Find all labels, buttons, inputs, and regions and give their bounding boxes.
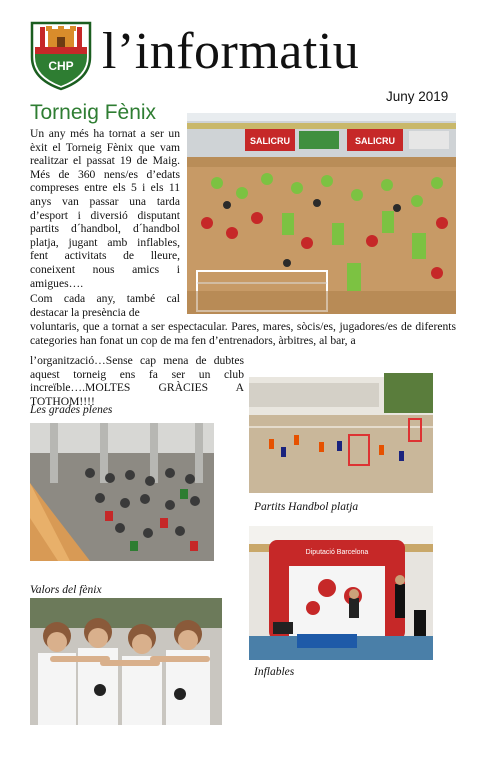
caption-stands: Les grades plenes xyxy=(30,404,113,416)
caption-beach-handball: Partits Handbol platja xyxy=(254,501,359,513)
svg-text:Diputació Barcelona: Diputació Barcelona xyxy=(305,549,369,556)
caption-team-values: Valors del fènix xyxy=(30,584,102,596)
article-paragraph-1: Un any més ha tornat a ser un èxit el Torneig Fènix que vam realitzar el passat 19 de Maig. Més de 360 nens/es d’edats compreses entre els 5 i els 11 anys van passar una tarda d’esport i diversió disputant partits d´handbol, d´handbol platja, jugant amb inflables, fent activitats de lleure, coneixent nous amics i amigues…. xyxy=(30,127,180,290)
inflatables-photo xyxy=(249,526,433,660)
crowded-stands-photo xyxy=(30,423,214,561)
issue-date: Juny 2019 xyxy=(386,89,449,104)
beach-handball-photo xyxy=(249,357,433,493)
article-paragraph-2-end: l’organització…Sense cap mena de dubtes aquest torneig ens fa ser un club increïble….MOLTES GRÀCIES A TOTHOM!!!! xyxy=(30,354,244,408)
article-paragraph-2-start: Com cada any, també cal destacar la presència de xyxy=(30,292,180,319)
club-logo xyxy=(28,17,94,91)
team-huddle-photo xyxy=(30,598,222,725)
svg-text:SALICRU: SALICRU xyxy=(355,136,395,146)
caption-inflatables: Inflables xyxy=(254,666,295,678)
tournament-hall-photo xyxy=(187,113,456,314)
logo-text: CHP xyxy=(48,59,74,73)
article-paragraph-2-middle: voluntaris, que a tornat a ser espectacular. Pares, mares, sòcis/es, jugadores/es de diferents categories han fonat un cop de ma fen d’entrenadors, àrbitres, al bar, a xyxy=(30,320,456,347)
svg-text:SALICRU: SALICRU xyxy=(250,136,290,146)
masthead-title: l’informatiu xyxy=(102,23,360,80)
article-title: Torneig Fènix xyxy=(30,101,157,124)
